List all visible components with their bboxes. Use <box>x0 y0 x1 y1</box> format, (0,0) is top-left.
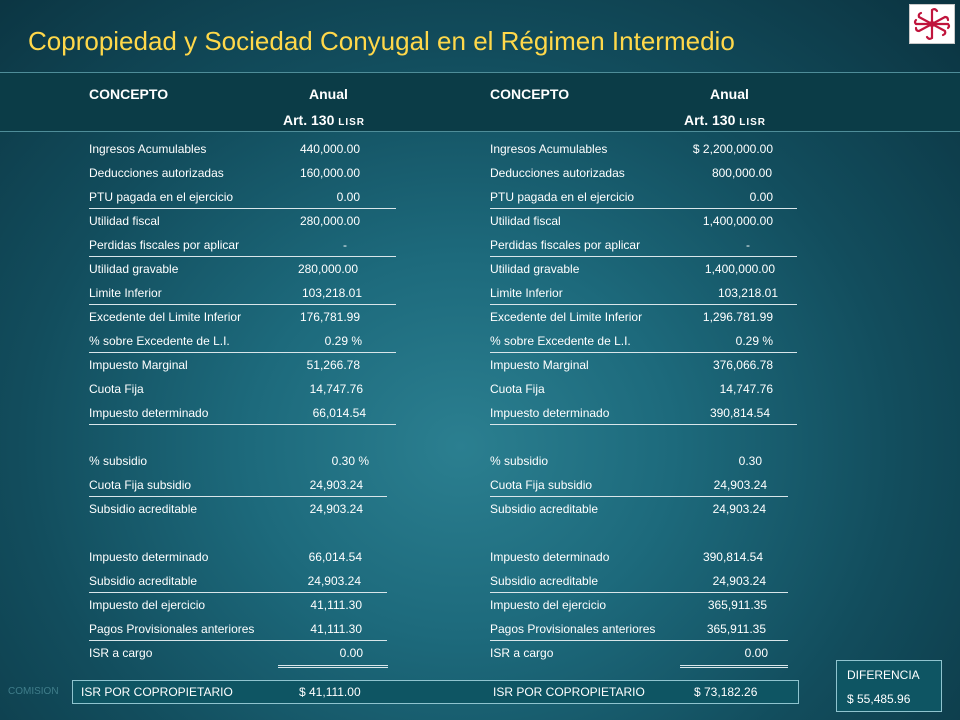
row-label: Limite Inferior <box>490 286 563 300</box>
table-row <box>490 185 797 209</box>
table-row <box>89 593 362 617</box>
table-row <box>490 593 767 617</box>
table-row <box>89 473 387 497</box>
table-row <box>89 545 362 569</box>
total-double-rule <box>278 665 388 668</box>
left-header-article <box>283 112 365 128</box>
table-row <box>89 209 360 233</box>
row-label: Excedente del Limite Inferior <box>89 310 242 324</box>
row-value: 24,903.24 <box>712 502 766 516</box>
table-row <box>89 305 360 329</box>
row-value: 390,814.54 <box>702 550 763 564</box>
sun-emblem-icon <box>910 5 954 43</box>
row-label: Cuota Fija subsidio <box>490 478 593 492</box>
row-value: 365,911.35 <box>707 598 767 612</box>
right-summary-label: ISR POR COPROPIETARIO <box>493 685 645 699</box>
table-row <box>490 137 773 161</box>
table-row <box>89 401 396 425</box>
row-value: 103,218.01 <box>717 286 778 300</box>
row-label: Subsidio acreditable <box>490 574 599 588</box>
row-value: 390,814.54 <box>709 406 770 420</box>
row-label: Impuesto determinado <box>490 406 610 420</box>
row-value: 41,111.30 <box>310 598 362 612</box>
row-value: 14,747.76 <box>309 382 363 396</box>
difference-value: $ 55,485.96 <box>847 692 911 706</box>
row-value: 41,111.30 <box>310 622 362 636</box>
row-value: 14,747.76 <box>719 382 773 396</box>
row-label: Deducciones autorizadas <box>490 166 625 180</box>
right-header-annual: Anual <box>710 86 749 102</box>
row-value: 0.29 % <box>735 334 773 348</box>
table-row <box>89 569 387 593</box>
table-row <box>490 641 768 665</box>
row-value: 51,266.78 <box>306 358 360 372</box>
row-value: 0.30 <box>738 454 762 468</box>
row-label: PTU pagada en el ejercicio <box>490 190 635 204</box>
row-label: % sobre Excedente de L.I. <box>490 334 631 348</box>
left-summary-value: $ 41,111.00 <box>299 685 361 699</box>
row-label: Perdidas fiscales por aplicar <box>490 238 641 252</box>
row-label: Excedente del Limite Inferior <box>490 310 643 324</box>
row-value: 24,903.24 <box>713 478 767 492</box>
table-row <box>89 617 387 641</box>
row-value: 365,911.35 <box>706 622 766 636</box>
row-label: Subsidio acreditable <box>89 502 198 516</box>
row-label: Impuesto determinado <box>89 550 209 564</box>
row-label: Perdidas fiscales por aplicar <box>89 238 240 252</box>
row-label: Impuesto determinado <box>89 406 209 420</box>
table-row <box>490 161 772 185</box>
row-value: 0.29 % <box>324 334 362 348</box>
row-label: ISR a cargo <box>490 646 554 660</box>
row-label: Impuesto determinado <box>490 550 610 564</box>
table-row <box>89 185 396 209</box>
row-label: Utilidad gravable <box>490 262 580 276</box>
table-row <box>490 281 797 305</box>
difference-box <box>836 660 942 712</box>
row-value: 0.00 <box>336 190 360 204</box>
row-value: 1,296.781.99 <box>702 310 773 324</box>
slide-title: Copropiedad y Sociedad Conyugal en el Régimen Intermedio <box>28 26 735 56</box>
isr-summary-box <box>72 680 799 704</box>
row-label: Impuesto del ejercicio <box>490 598 607 612</box>
table-row <box>490 257 775 281</box>
left-header-law: LISR <box>338 117 366 128</box>
row-value: 24,903.24 <box>307 574 361 588</box>
table-row <box>490 353 773 377</box>
row-label: Subsidio acreditable <box>89 574 198 588</box>
row-value: $ 2,200,000.00 <box>692 142 773 156</box>
table-row <box>490 545 763 569</box>
table-row <box>490 401 797 425</box>
row-label: ISR a cargo <box>89 646 153 660</box>
row-label: Utilidad fiscal <box>89 214 160 228</box>
row-label: Impuesto del ejercicio <box>89 598 206 612</box>
table-header-band <box>0 72 960 132</box>
table-row <box>89 353 360 377</box>
row-value: 0.00 <box>749 190 773 204</box>
row-value: 280,000.00 <box>297 262 358 276</box>
left-summary-label: ISR POR COPROPIETARIO <box>81 685 233 699</box>
row-label: Impuesto Marginal <box>89 358 188 372</box>
table-row <box>89 137 360 161</box>
right-header-concept: CONCEPTO <box>490 86 570 102</box>
row-value: - <box>343 238 347 252</box>
left-header-article-text: Art. 130 <box>283 112 335 128</box>
row-label: % subsidio <box>89 454 148 468</box>
row-value: 800,000.00 <box>711 166 772 180</box>
table-row <box>89 281 396 305</box>
row-value: 66,014.54 <box>308 550 362 564</box>
logo <box>909 4 955 44</box>
table-row <box>89 497 363 521</box>
table-row <box>490 209 773 233</box>
row-label: PTU pagada en el ejercicio <box>89 190 234 204</box>
row-value: 0.00 <box>339 646 363 660</box>
row-value: 24,903.24 <box>309 502 363 516</box>
row-label: Cuota Fija <box>490 382 545 396</box>
right-header-law: LISR <box>739 117 767 128</box>
row-label: % subsidio <box>490 454 549 468</box>
table-row <box>89 449 369 473</box>
row-value: 0.00 <box>744 646 768 660</box>
row-label: % sobre Excedente de L.I. <box>89 334 230 348</box>
row-label: Cuota Fija subsidio <box>89 478 192 492</box>
table-row <box>490 233 797 257</box>
table-row <box>490 305 773 329</box>
table-row <box>490 617 788 641</box>
row-label: Cuota Fija <box>89 382 144 396</box>
table-row <box>89 329 396 353</box>
row-label: Ingresos Acumulables <box>490 142 608 156</box>
difference-label: DIFERENCIA <box>847 668 920 682</box>
row-label: Pagos Provisionales anteriores <box>490 622 656 636</box>
row-label: Utilidad fiscal <box>490 214 561 228</box>
row-value: 103,218.01 <box>301 286 362 300</box>
row-value: 1,400,000.00 <box>704 262 775 276</box>
row-label: Impuesto Marginal <box>490 358 589 372</box>
row-value: 160,000.00 <box>299 166 360 180</box>
row-value: 24,903.24 <box>309 478 363 492</box>
row-value: - <box>746 238 750 252</box>
table-row <box>89 641 363 665</box>
row-label: Pagos Provisionales anteriores <box>89 622 255 636</box>
row-label: Utilidad gravable <box>89 262 179 276</box>
footer-watermark: COMISION <box>8 686 59 697</box>
right-summary-value: $ 73,182.26 <box>694 685 758 699</box>
table-row <box>490 377 773 401</box>
row-label: Limite Inferior <box>89 286 162 300</box>
table-row <box>490 497 766 521</box>
row-value: 440,000.00 <box>299 142 360 156</box>
table-row <box>490 569 788 593</box>
row-value: 176,781.99 <box>299 310 360 324</box>
table-row <box>490 473 788 497</box>
table-row <box>89 377 363 401</box>
row-value: 376,066.78 <box>712 358 773 372</box>
table-row <box>89 161 360 185</box>
table-row <box>490 449 762 473</box>
left-header-concept: CONCEPTO <box>89 86 169 102</box>
right-header-article <box>684 112 766 128</box>
row-value: 66,014.54 <box>312 406 366 420</box>
table-row <box>490 329 797 353</box>
row-label: Subsidio acreditable <box>490 502 599 516</box>
row-label: Ingresos Acumulables <box>89 142 207 156</box>
table-row <box>89 233 396 257</box>
table-row <box>89 257 358 281</box>
left-header-annual: Anual <box>309 86 348 102</box>
row-label: Deducciones autorizadas <box>89 166 224 180</box>
total-double-rule <box>680 665 788 668</box>
row-value: 280,000.00 <box>299 214 360 228</box>
row-value: 24,903.24 <box>712 574 766 588</box>
right-header-article-text: Art. 130 <box>684 112 736 128</box>
row-value: 0.30 % <box>331 454 369 468</box>
row-value: 1,400,000.00 <box>702 214 773 228</box>
